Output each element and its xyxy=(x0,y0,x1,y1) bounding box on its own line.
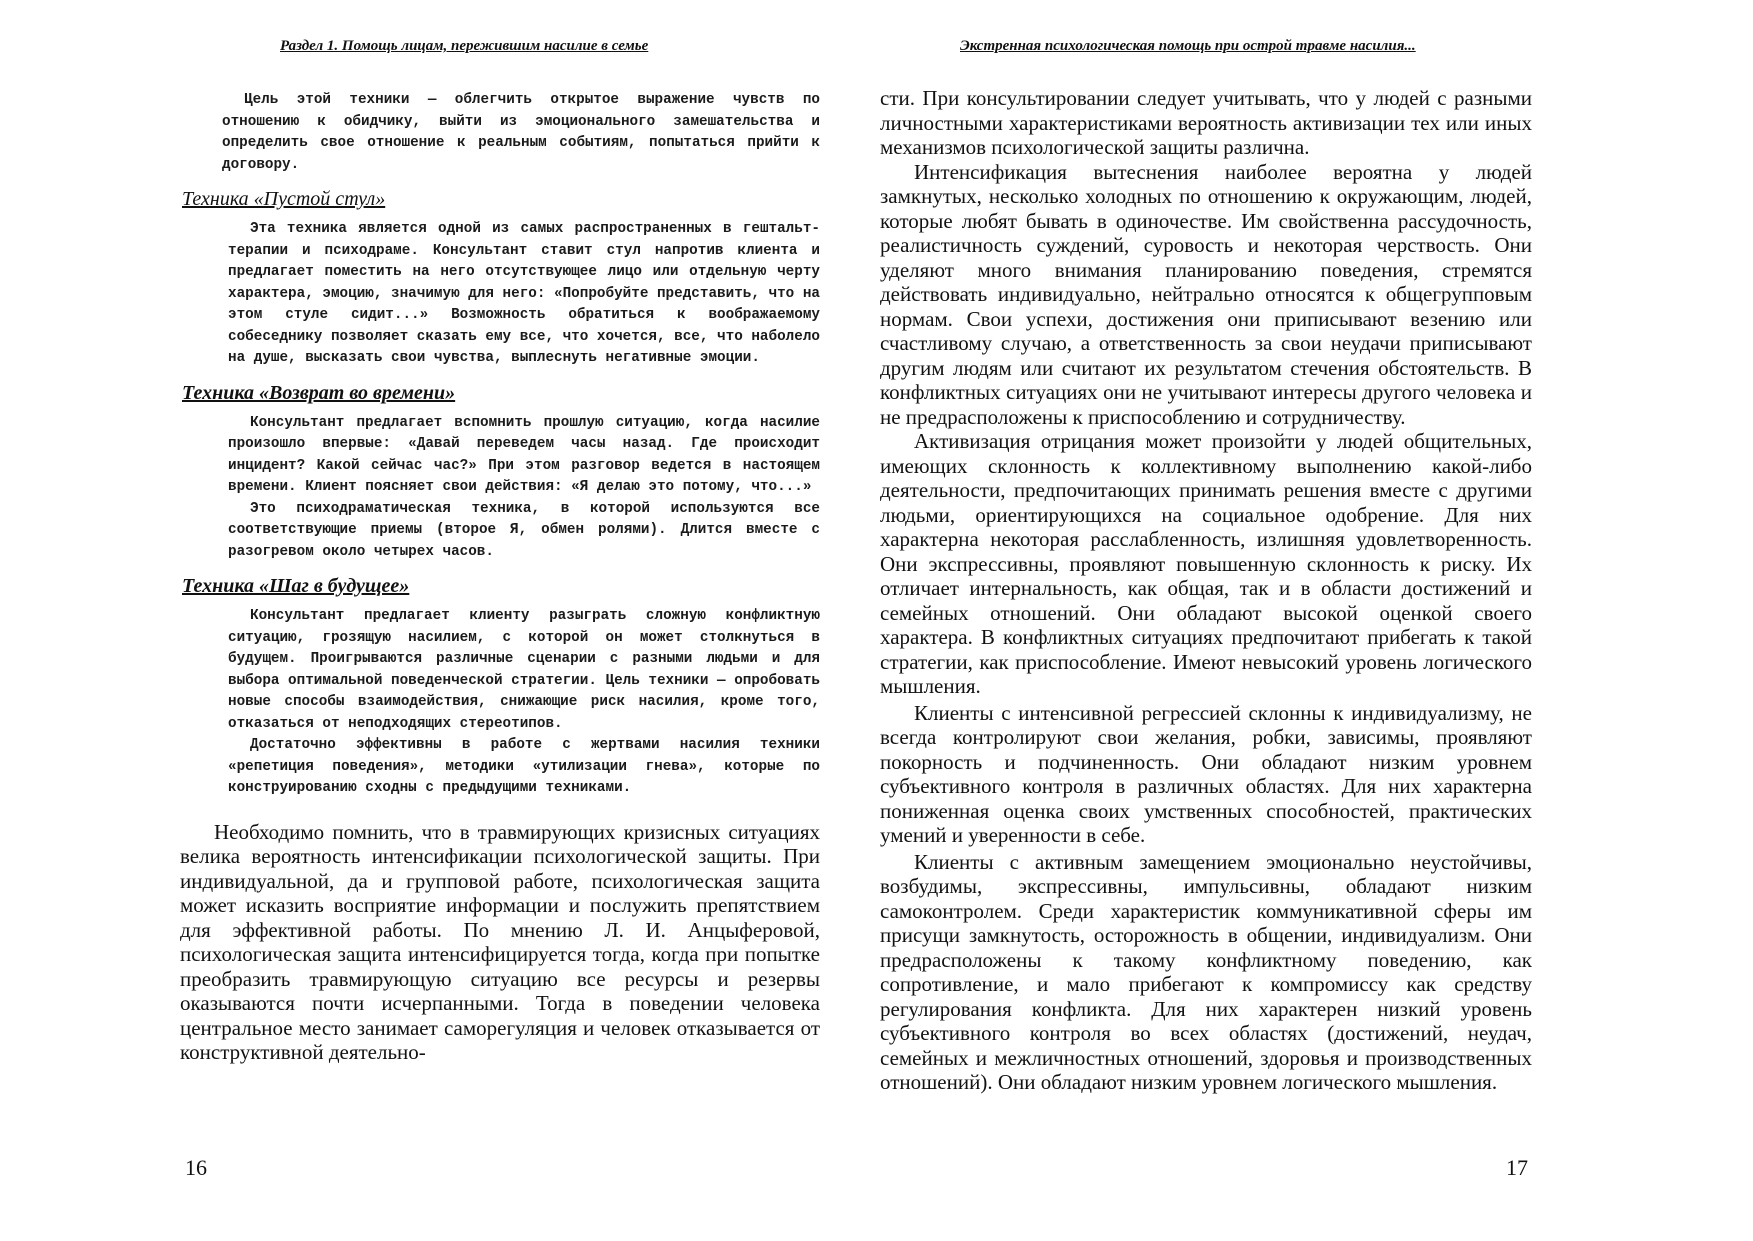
technique-heading-empty-chair: Техника «Пустой стул» xyxy=(182,188,386,210)
technique-paragraph: Достаточно эффективны в работе с жертвами насилия техники «репетиция поведения», методики «утилизации гнева», которые по конструированию сходны с предыдущими техниками. xyxy=(228,737,820,796)
left-column xyxy=(180,90,820,1065)
main-paragraph: Необходимо помнить, что в травмирующих кризисных ситуациях велика вероятность интенсификации психологической защиты. При индивидуальной, да и групповой работе, психологическая защита может исказить восприятие информации и послужить препятствием для эффективной работы. По мнению Л. И. Анцыферовой, психологическая защита интенсифицируется тогда, когда при попытке преобразить травмирующую ситуацию все ресурсы и резервы оказываются почти исчерпанными. Тогда в поведении человека центральное место занимает саморегуляция и человек отказывается от конструктивной деятельно- xyxy=(180,819,820,1064)
left-page xyxy=(0,0,876,1241)
body-paragraph: Активизация отрицания может произойти у людей общительных, имеющих склонность к коллективному выполнению какой-либо деятельности, предпочитающих принимать решения вместе с другими людьми, ориентирующихся на социальное одобрение. Для них характерна некоторая расслабленность, излишняя удовлетворенность. Они экспрессивны, проявляют повышенную склонность к риску. Их отличает интернальность, как общая, так и в области достижений и семейных отношений. Они обладают высокой оценкой своего характера. В конфликтных ситуациях предпочитают прибегать к такой стратегии, как приспособление. Имеют невысокий уровень логического мышления. xyxy=(880,429,1532,698)
body-paragraph: Интенсификация вытеснения наиболее вероятна у людей замкнутых, несколько холодных по отношению к окружающим, людей, которые любят бывать в одиночестве. Им свойственна рассудочность, реалистичность суждений, суровость и некоторая черствость. Они уделяют много внимания планированию поведения, стремятся действовать индивидуально, нейтрально относятся к общегрупповым нормам. Свои успехи, достижения они приписывают везению или счастливому случаю, а ответственность за свои неудачи приписывают другим людям или считают их результатом стечения обстоятельств. В конфликтных ситуациях они не учитывают интересы другого человека и не предрасположены к приспособлению и сотрудничеству. xyxy=(880,159,1532,429)
body-paragraph: Клиенты с активным замещением эмоционально неустойчивы, возбудимы, экспрессивны, импульсивны, обладают низким самоконтролем. Среди характеристик коммуникативной сферы им присущи замкнутость, осторожность в общении, индивидуализм. Они предрасположены к такому конфликтному поведению, как сопротивление, и мало прибегают к компромиссу как средству регулирования конфликта. Для них характерен низкий уровень субъективного контроля во всех областях (достижений, неудач, семейных и межличностных отношений, здоровья и производственных отношений). Они обладают низким уровнем логического мышления. xyxy=(880,849,1532,1094)
technique-heading-step-future: Техника «Шаг в будущее» xyxy=(182,575,410,597)
intro-paragraph: Цель этой техники — облегчить открытое выражение чувств по отношению к обидчику, выйти из эмоционального замешательства и определить свое отношение к реальным событиям, попытаться прийти к договору. xyxy=(222,92,820,173)
technique-paragraph: Эта техника является одной из самых распространенных в гештальт-терапии и психодраме. Консультант ставит стул напротив клиента и предлагает поместить на него отсутствующее лицо или отдельную черту характера, эмоцию, значимую для него: «Попробуйте представить, что на этом стуле сидит...» Возможность обратиться к воображаемому собеседнику позволяет сказать ему все, что хочется, все, что наболело на душе, высказать свои чувства, выплеснуть негативные эмоции. xyxy=(228,221,820,366)
running-head-right: Экстренная психологическая помощь при острой травме насилия... xyxy=(960,38,1416,54)
page-number-left: 16 xyxy=(185,1155,207,1180)
technique-paragraph: Это психодраматическая техника, в которой используются все соответствующие приемы (второе Я, обмен ролями). Длится вместе с разогревом около четырех часов. xyxy=(228,500,820,560)
right-column xyxy=(880,86,1532,1095)
right-page xyxy=(876,0,1753,1241)
technique-heading-time-return: Техника «Возврат во времени» xyxy=(182,381,456,404)
running-head-left: Раздел 1. Помощь лицам, пережившим насилие в семье xyxy=(280,38,649,54)
page-number-right: 17 xyxy=(1506,1155,1528,1180)
body-paragraph: Клиенты с интенсивной регрессией склонны к индивидуализму, не всегда контролируют свои желания, робки, зависимы, проявляют покорность и подчиненность. Они обладают низким уровнем субъективного контроля в различных областях. Для них характерна пониженная оценка своих умственных способностей, практических умений и уверенности в себе. xyxy=(880,700,1532,847)
technique-paragraph: Консультант предлагает вспомнить прошлую ситуацию, когда насилие произошло впервые: «Давай переведем часы назад. Где происходит инцидент? Какой сейчас час?» При этом разговор ведется в настоящем времени. Клиент поясняет свои действия: «Я делаю это потому, что...» xyxy=(228,414,820,495)
body-paragraph: сти. При консультировании следует учитывать, что у людей с разными личностными характеристиками вероятность активизации тех или иных механизмов психологической защиты различна. xyxy=(880,86,1532,159)
technique-paragraph: Консультант предлагает клиенту разыграть сложную конфликтную ситуацию, грозящую насилием, с которой он может столкнуться в будущем. Проигрываются различные сценарии с разными людьми и для выбора оптимальной поведенческой стратегии. Цель техники — опробовать новые способы взаимодействия, снижающие риск насилия, кроме того, отказаться от неподходящих стереотипов. xyxy=(228,608,820,732)
